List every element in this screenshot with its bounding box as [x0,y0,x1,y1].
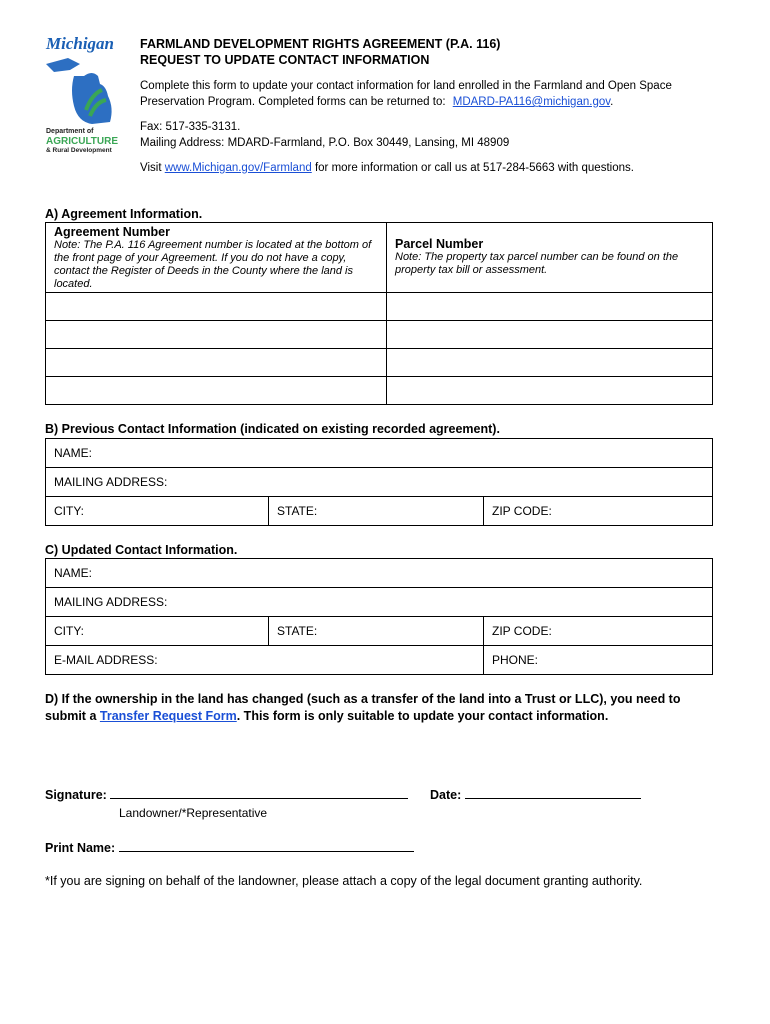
mailing-address: Mailing Address: MDARD-Farmland, P.O. Box 30449, Lansing, MI 48909 [140,137,510,149]
date-row [430,786,641,804]
section-d-pre: D) If the ownership in the land has changed (such as a transfer of the land into a Trust or LLC), you need to submit a [45,692,681,723]
header [140,36,740,176]
intro-line2: Preservation Program. Completed forms can be returned to: MDARD-PA116@michigan.gov. [140,96,614,108]
section-d-text [45,691,715,725]
parcel-number-field[interactable] [387,321,713,349]
email-link[interactable]: MDARD-PA116@michigan.gov [452,96,611,108]
section-c-title: C) Updated Contact Information. [45,543,238,557]
print-name-line[interactable] [119,839,414,852]
parcel-number-field[interactable] [387,293,713,321]
print-name-label: Print Name: [45,841,116,855]
footnote: *If you are signing on behalf of the landowner, please attach a copy of the legal document granting authority. [45,874,643,888]
date-label: Date: [430,788,462,802]
agreement-number-field[interactable] [46,293,387,321]
new-city-field[interactable]: CITY: [46,617,269,646]
michigan-map-icon [40,50,128,130]
logo-line2: AGRICULTURE [46,136,119,147]
transfer-request-link[interactable]: Transfer Request Form [99,709,237,723]
mdard-logo [40,30,128,155]
previous-contact-table [45,438,713,526]
prev-name-field[interactable]: NAME: [46,439,713,468]
prev-address-field[interactable]: MAILING ADDRESS: [46,468,713,497]
intro-text: Preservation Program. Completed forms can be returned to: [140,96,446,108]
parcel-number-field[interactable] [387,349,713,377]
prev-zip-field[interactable]: ZIP CODE: [484,497,713,526]
updated-contact-table [45,558,713,675]
section-b-title: B) Previous Contact Information (indicated on existing recorded agreement). [45,422,500,436]
form-title: FARMLAND DEVELOPMENT RIGHTS AGREEMENT (P.A. 116) [140,37,501,51]
visit-line [140,160,740,176]
fax-line: Fax: 517-335-3131. [140,121,241,133]
agreement-number-field[interactable] [46,377,387,405]
signature-row [45,786,408,804]
new-email-field[interactable]: E-MAIL ADDRESS: [46,646,484,675]
agreement-table [45,222,713,405]
parcel-note: Note: The property tax parcel number can be found on the property tax bill or assessment. [395,251,679,276]
form-subtitle: REQUEST TO UPDATE CONTACT INFORMATION [140,53,430,67]
parcel-number-field[interactable] [387,377,713,405]
signature-line[interactable] [110,786,408,799]
logo-line1: Department of [46,128,94,135]
prev-state-field[interactable]: STATE: [269,497,484,526]
print-name-row [45,839,414,857]
parcel-header-cell [387,223,713,293]
agreement-header-cell [46,223,387,293]
new-zip-field[interactable]: ZIP CODE: [484,617,713,646]
agreement-number-field[interactable] [46,321,387,349]
farmland-link[interactable]: www.Michigan.gov/Farmland [164,162,312,174]
prev-city-field[interactable]: CITY: [46,497,269,526]
new-state-field[interactable]: STATE: [269,617,484,646]
visit-pre: Visit [140,162,162,174]
new-name-field[interactable]: NAME: [46,559,713,588]
date-line[interactable] [465,786,641,799]
new-address-field[interactable]: MAILING ADDRESS: [46,588,713,617]
section-d-post: . This form is only suitable to update your contact information. [236,709,609,723]
new-phone-field[interactable]: PHONE: [484,646,713,675]
agreement-number-field[interactable] [46,349,387,377]
logo-line3: & Rural Development [46,147,112,154]
agreement-note: Note: The P.A. 116 Agreement number is located at the bottom of the front page of your Agreement. If you do not have a copy, contact the Register of Deeds in the County where the land is located. [54,239,372,290]
logo-state-text: Michigan [46,34,115,53]
visit-post: for more information or call us at 517-284-5663 with questions. [314,162,634,174]
parcel-number-header: Parcel Number [395,237,484,251]
section-a-title: A) Agreement Information. [45,207,203,221]
intro-line1: Complete this form to update your contact information for land enrolled in the Farmland and Open Space [140,80,672,92]
agreement-number-header: Agreement Number [54,225,170,239]
signature-label: Signature: [45,788,107,802]
signature-sublabel: Landowner/*Representative [119,806,268,820]
